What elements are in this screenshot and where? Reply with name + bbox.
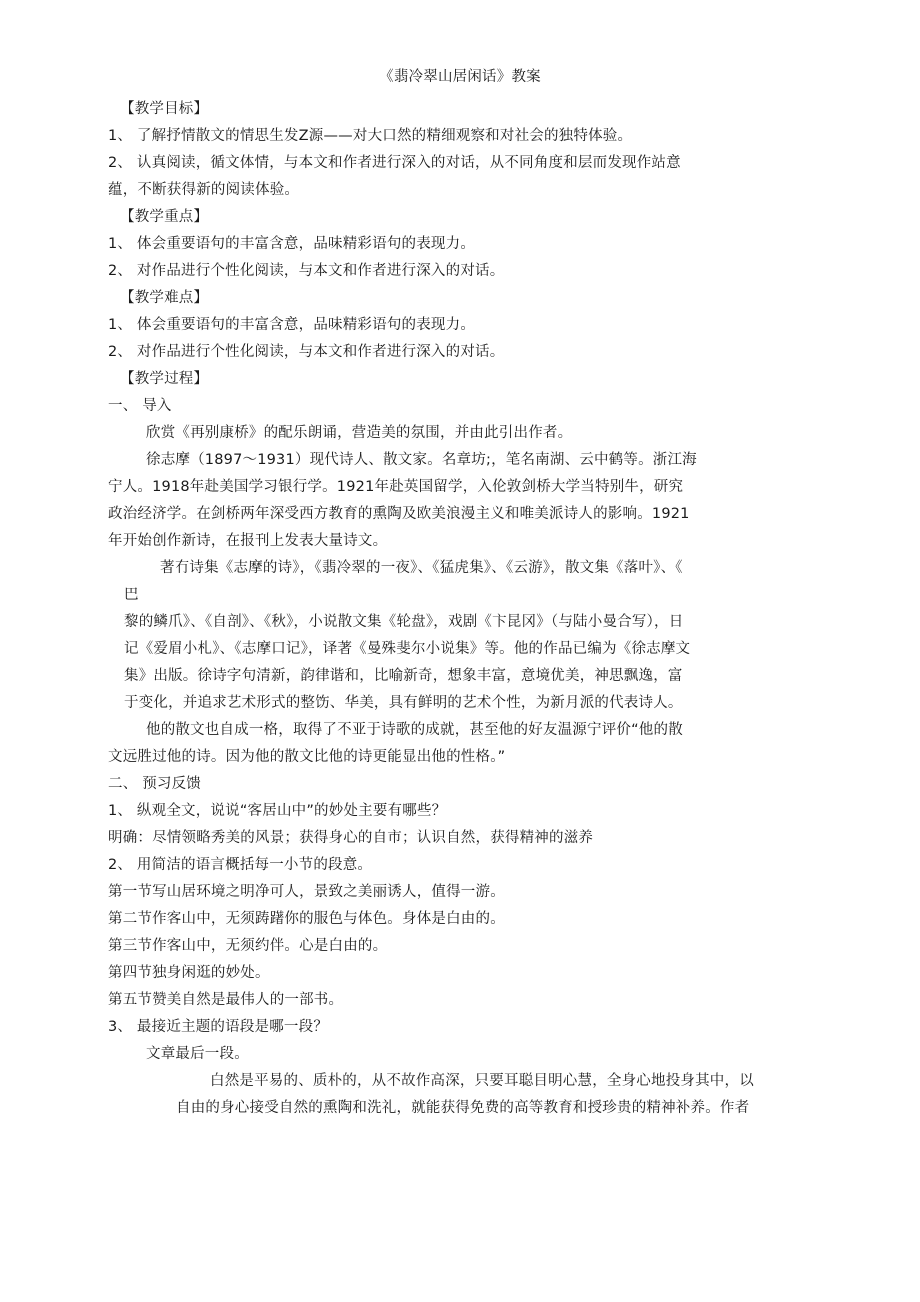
question-2: 2、 用简洁的语言概括每一小节的段意。 xyxy=(108,857,373,873)
works-line-5: 于变化，并追求艺术形式的整饬、华美，具有鲜明的艺术个性，为新月派的代表诗人。 xyxy=(124,695,683,711)
summary-section-5: 第五节赞美自然是最伟人的一部书。 xyxy=(108,992,344,1008)
summary-section-3: 第三节作客山中，无须约伴。心是白由的。 xyxy=(108,938,388,954)
difficulty-1: 1、 体会重要语句的丰富含意，品味精彩语句的表现力。 xyxy=(108,317,476,333)
difficulty-2: 2、 对作品进行个性化阅读，与本文和作者进行深入的对话。 xyxy=(108,344,505,360)
answer-3: 文章最后一段。 xyxy=(146,1046,249,1062)
works-line-3: 记《爱眉小札》、《志摩口记》，译著《曼殊斐尔小说集》等。他的作品已编为《徐志摩文 xyxy=(124,641,691,657)
works-line-4: 集》出版。徐诗字句清新，韵律谐和，比喻新奇，想象丰富，意境优美，神思飘逸，富 xyxy=(124,668,683,684)
works-line-1: 著冇诗集《志摩的诗》，《翡冷翠的一夜》、《猛虎集》、《云游》，散文集《落叶》、《 xyxy=(160,560,683,576)
heading-goals: 【教学目标】 xyxy=(120,101,209,117)
author-bio-line-1: 徐志摩（1897～1931）现代诗人、散文家。名章坊;，笔名南湖、云中鹤等。浙江海 xyxy=(146,452,697,468)
section-intro: 一、 导入 xyxy=(108,398,172,414)
doc-title: 《翡冷翠山居闲话》教案 xyxy=(379,69,541,85)
heading-difficulties: 【教学难点】 xyxy=(120,290,209,306)
key-point-2: 2、 对作品进行个性化阅读，与本文和作者进行深入的对话。 xyxy=(108,263,505,279)
goal-1: 1、 了解抒情散文的情思生发Z源——对大口然的精细观察和对社会的独特体验。 xyxy=(108,128,633,144)
works-line-1-tail: 巴 xyxy=(124,587,139,603)
section-preview: 二、 预习反馈 xyxy=(108,776,202,792)
goal-2: 2、 认真阅读，循文体情，与本文和作者进行深入的对话，从不同角度和层而发现作站意 xyxy=(108,155,681,171)
author-bio-line-4: 年开始创作新诗，在报刊上发表大量诗文。 xyxy=(108,533,388,549)
heading-key-points: 【教学重点】 xyxy=(120,209,209,225)
heading-process: 【教学过程】 xyxy=(120,371,209,387)
author-bio-line-3: 政治经济学。在剑桥两年深受西方教育的熏陶及欧美浪漫主义和唯美派诗人的影响。1921 xyxy=(108,506,690,522)
intro-paragraph: 欣赏《再别康桥》的配乐朗诵，营造美的氛围，并由此引出作者。 xyxy=(146,425,573,441)
quote-line-2: 自由的身心接受自然的熏陶和洗礼，就能获得免费的高等教育和授珍贵的精神补养。作者 xyxy=(176,1100,750,1116)
prose-eval-line-2: 文远胜过他的诗。因为他的散文比他的诗更能显出他的性格。” xyxy=(108,749,506,765)
key-point-1: 1、 体会重要语句的丰富含意，品味精彩语句的表现力。 xyxy=(108,236,476,252)
summary-section-1: 第一节写山居环境之明净可人，景致之美丽诱人，值得一游。 xyxy=(108,884,505,900)
quote-line-1: 白然是平易的、质朴的，从不故作高深，只要耳聪目明心慧，全身心地投身其中，以 xyxy=(210,1073,754,1089)
summary-section-4: 第四节独身闲逛的妙处。 xyxy=(108,965,270,981)
question-1: 1、 纵观全文，说说“客居山中”的妙处主要有哪些？ xyxy=(108,803,447,819)
answer-1: 明确：尽情领略秀美的风景；获得身心的自市；认识自然，获得精神的滋养 xyxy=(108,830,594,846)
works-line-2: 黎的鳞爪》、《自剖》、《秋》，小说散文集《轮盘》，戏剧《卞昆冈》（与陆小曼合写），日 xyxy=(124,614,684,630)
question-3: 3、 最接近主题的语段是哪一段？ xyxy=(108,1019,329,1035)
author-bio-line-2: 宁人。1918年赴美国学习银行学。1921年赴英国留学，入伦敦剑桥大学当特别牛，研究 xyxy=(108,479,684,495)
summary-section-2: 第二节作客山中，无须踌躇你的服色与体色。身体是白由的。 xyxy=(108,911,505,927)
goal-2-cont: 蕴，不断获得新的阅读体验。 xyxy=(108,182,300,198)
prose-eval-line-1: 他的散文也自成一格，取得了不亚于诗歌的成就，甚至他的好友温源宁评价“他的散 xyxy=(146,722,683,738)
